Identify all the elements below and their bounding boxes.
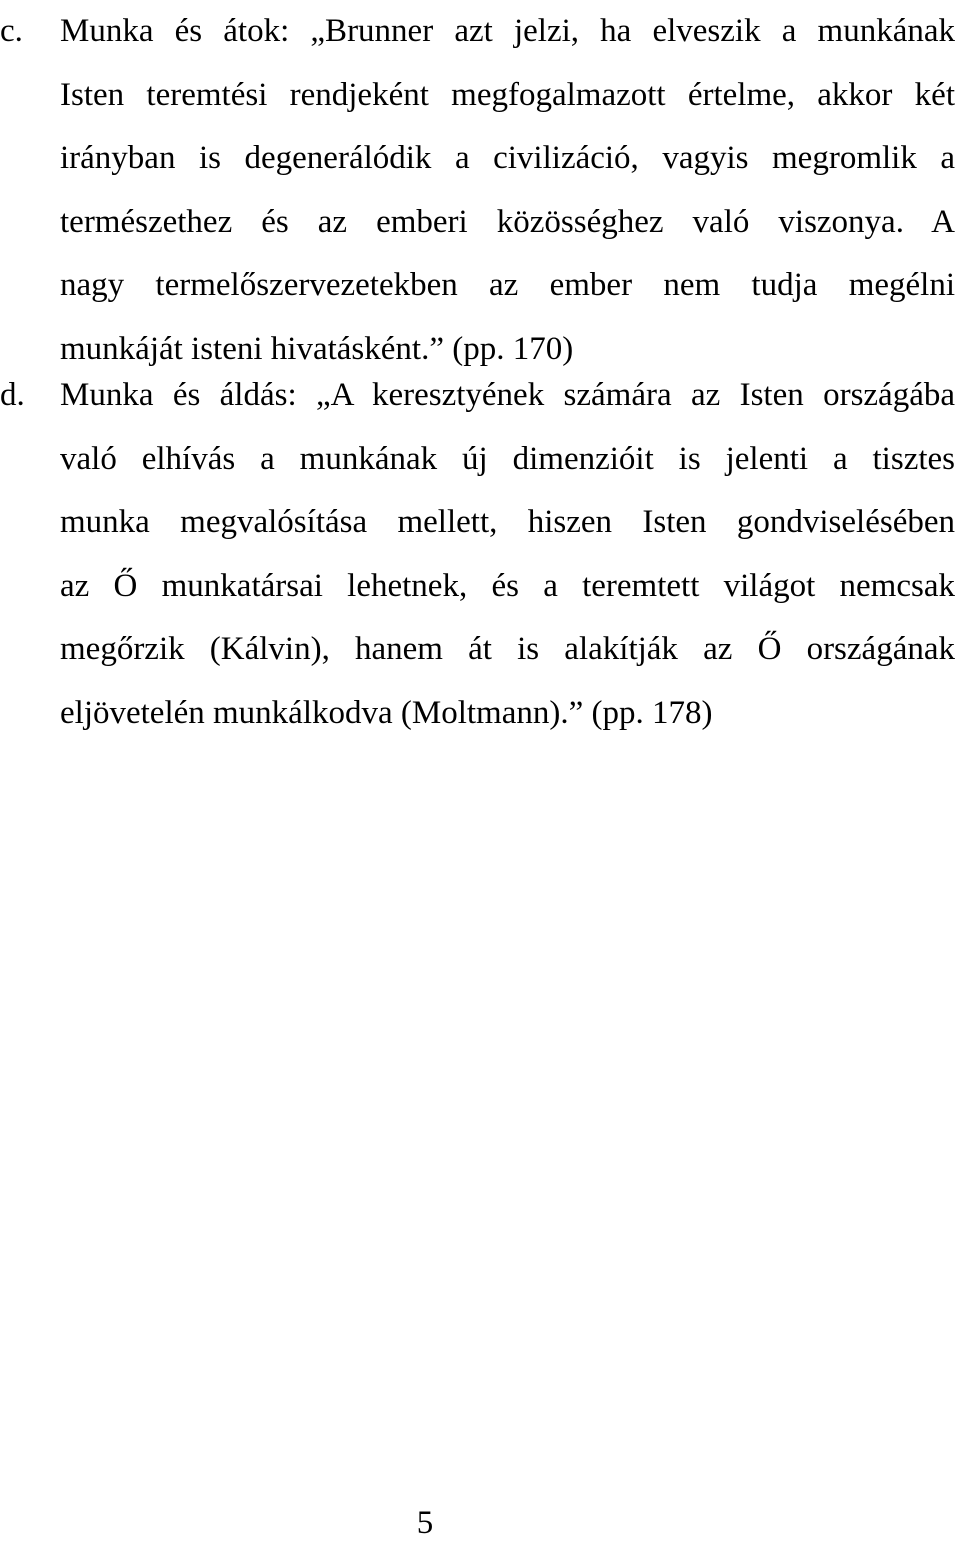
text-line: eljövetelén munkálkodva (Moltmann).” (pp. 178) [60, 695, 713, 731]
text-line: Munka és átok: „Brunner azt jelzi, ha elveszik a munkának [60, 13, 955, 49]
text-line: természethez és az emberi közösséghez való viszonya. A [60, 203, 955, 240]
text-line: Munka és áldás: „A keresztyének számára az Isten országába [60, 377, 955, 413]
text-line: az Ő munkatársai lehetnek, és a teremtett világot nemcsak [60, 567, 955, 604]
list-marker: d. [0, 377, 25, 413]
page-number [0, 1503, 960, 1543]
text-line: munkáját isteni hivatásként.” (pp. 170) [60, 331, 574, 367]
list-marker: c. [0, 13, 23, 49]
text-line: irányban is degenerálódik a civilizáció, vagyis megromlik a [60, 140, 955, 177]
text-line: való elhívás a munkának új dimenzióit is jelenti a tisztes [60, 440, 955, 477]
text-line: Isten teremtési rendjeként megfogalmazott értelme, akkor két [60, 76, 955, 113]
text-line: munka megvalósítása mellett, hiszen Isten gondviselésében [60, 504, 955, 541]
text-line: megőrzik (Kálvin), hanem át is alakítják az Ő országának [60, 631, 955, 668]
text-line: nagy termelőszervezetekben az ember nem tudja megélni [60, 267, 955, 304]
page-number-text: 5 [416, 1505, 434, 1541]
